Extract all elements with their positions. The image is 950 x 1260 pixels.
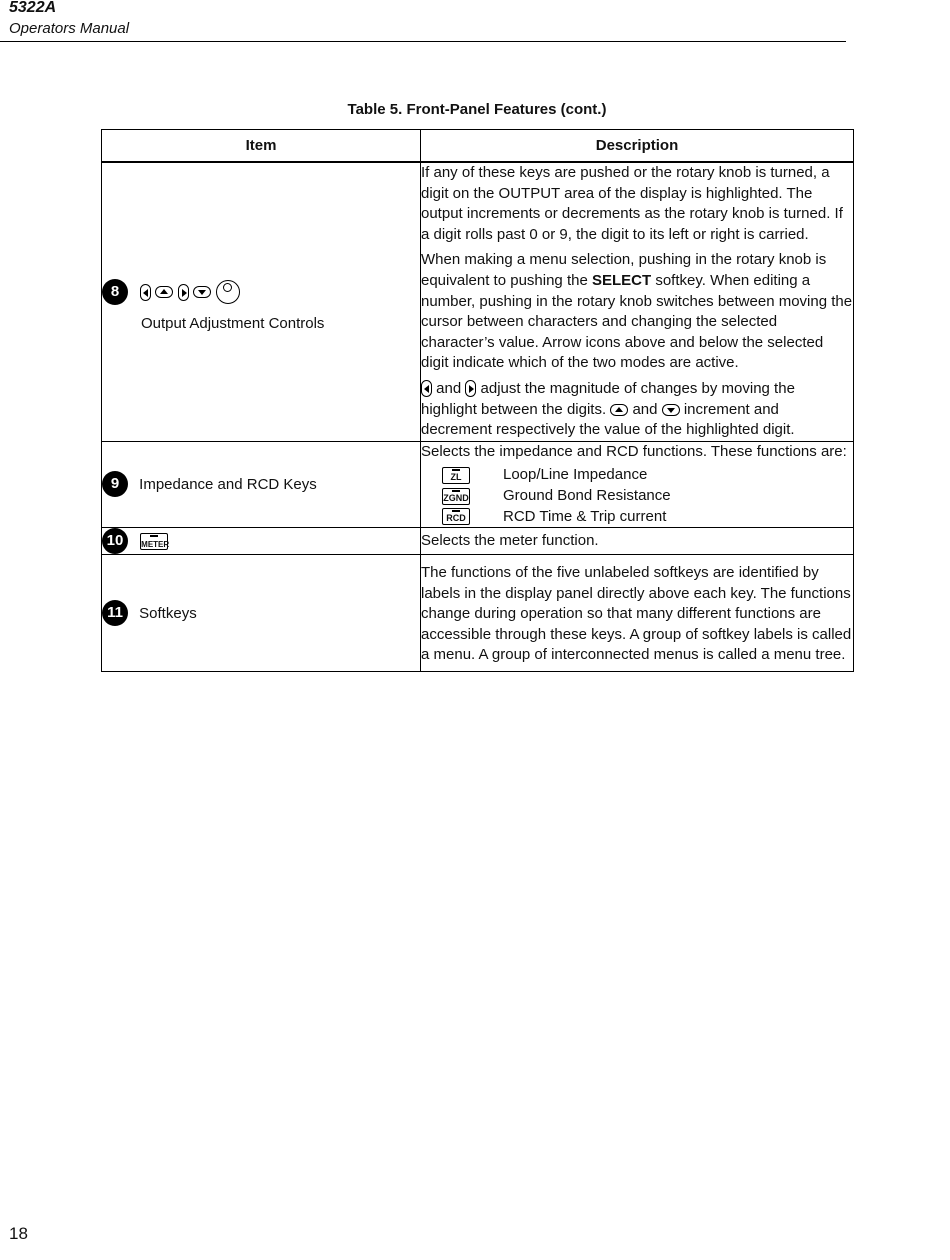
description-paragraph: and adjust the magnitude of changes by moving the highlight between the digits. and increment and decrement respectively the value of the highlighted digit. <box>421 379 795 439</box>
item-cell <box>102 162 421 441</box>
document-title: Operators Manual <box>9 20 130 37</box>
list-item <box>421 507 853 528</box>
item-cell <box>102 528 421 555</box>
select-softkey-name: SELECT <box>591 271 652 289</box>
description-paragraph: Selects the impedance and RCD functions. These functions are: <box>421 442 847 460</box>
item-number-badge: 8 <box>102 279 128 305</box>
right-arrow-key-icon <box>178 284 189 301</box>
page-number: 18 <box>9 1224 28 1243</box>
description-cell <box>421 555 854 672</box>
table-row <box>102 555 854 672</box>
document-model: 5322A <box>9 0 57 16</box>
meter-key-icon: METER <box>140 533 168 550</box>
right-arrow-key-icon <box>465 380 476 397</box>
left-arrow-key-icon <box>421 380 432 397</box>
loop-impedance-key-icon: ZL <box>442 467 470 484</box>
table-row <box>102 441 854 527</box>
function-name: RCD Time & Trip current <box>503 507 667 525</box>
column-header-item: Item <box>102 130 421 163</box>
description-paragraph: If any of these keys are pushed or the rotary knob is turned, a digit on the OUTPUT area of the display is highlighted. The output increments or decrements as the rotary knob is turned. If a digit rolls past 0 or 9, the digit to its left or right is carried. <box>421 164 843 243</box>
function-name: Ground Bond Resistance <box>503 486 671 504</box>
down-arrow-key-icon <box>193 286 211 298</box>
description-cell <box>421 162 854 441</box>
description-paragraph: When making a menu selection, pushing in the rotary knob is equivalent to pushing the SELECT softkey. When editing a number, pushing in the rotary knob switches between moving the cursor between characters and changing the selected character’s value. Arrow icons above and below the selected digit indicate which of the two modes are active. <box>421 251 853 372</box>
item-number-badge: 9 <box>102 471 128 497</box>
table-row <box>102 162 854 441</box>
down-arrow-key-icon <box>662 404 680 416</box>
header-rule <box>0 41 846 42</box>
function-name: Loop/Line Impedance <box>503 466 648 484</box>
column-header-description: Description <box>421 130 854 163</box>
front-panel-features-table <box>101 129 854 672</box>
rcd-key-icon: RCD <box>442 508 470 525</box>
rotary-knob-icon <box>216 280 240 304</box>
description-paragraph: Selects the meter function. <box>421 531 599 549</box>
item-cell <box>102 441 421 527</box>
ground-bond-key-icon: ZGND <box>442 488 470 505</box>
table-caption: Table 5. Front-Panel Features (cont.) <box>347 101 607 118</box>
function-key-list <box>421 465 853 527</box>
table-header-row <box>102 130 854 163</box>
description-cell <box>421 528 854 555</box>
left-arrow-key-icon <box>140 284 151 301</box>
item-number-badge: 11 <box>102 600 128 626</box>
list-item <box>421 486 853 507</box>
item-label: Softkeys <box>139 604 197 622</box>
output-adjustment-icons <box>140 280 240 304</box>
item-cell <box>102 555 421 672</box>
item-label: Output Adjustment Controls <box>141 315 325 333</box>
up-arrow-key-icon <box>155 286 173 298</box>
list-item <box>421 465 853 486</box>
item-number-badge: 10 <box>102 528 128 554</box>
up-arrow-key-icon <box>610 404 628 416</box>
description-cell <box>421 441 854 527</box>
table-row <box>102 528 854 555</box>
item-label: Impedance and RCD Keys <box>139 475 317 493</box>
description-paragraph: The functions of the five unlabeled softkeys are identified by labels in the display panel directly above each key. The functions change during operation so that many different functions are accessible through these keys. A group of softkey labels is called a menu. A group of interconnected menus is called a menu tree. <box>421 564 852 664</box>
